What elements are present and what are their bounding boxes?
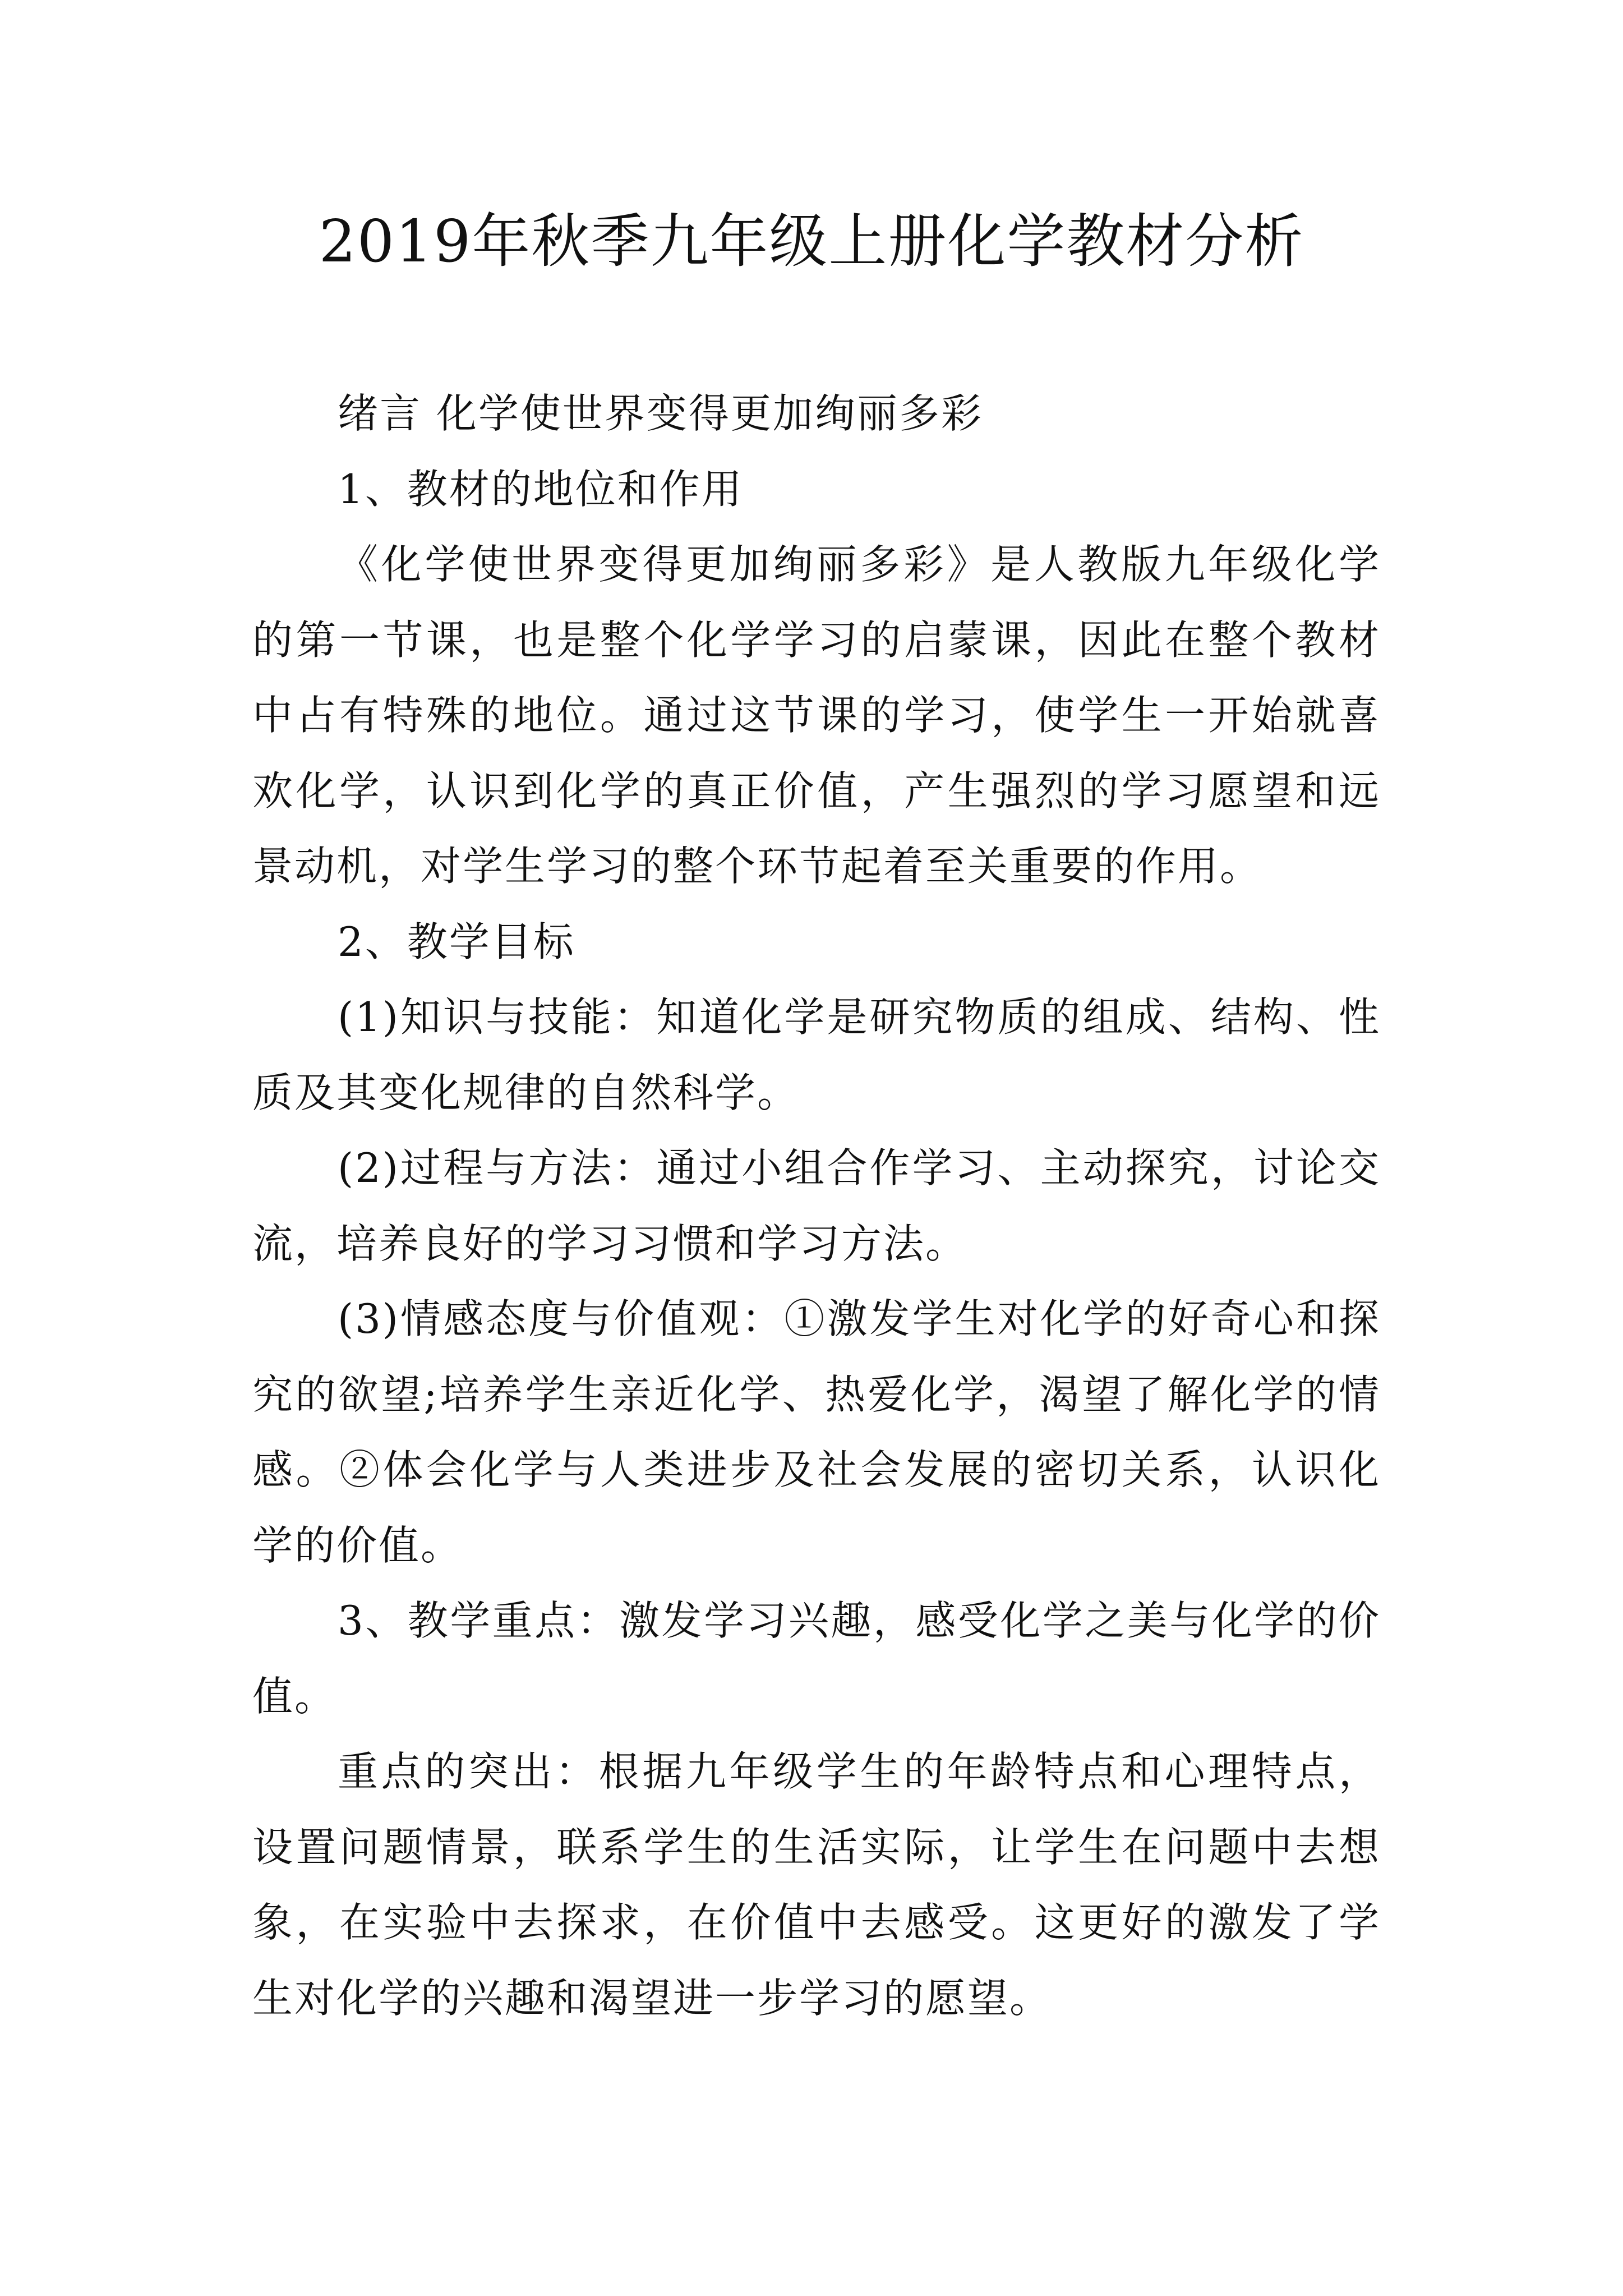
document-body [252,376,1381,2036]
section-heading-1: 1、教材的地位和作用 [338,465,744,513]
paragraph-emphasis: 重点的突出：根据九年级学生的年龄特点和心理特点，设置问题情景，联系学生的生活实际，让学生在问题中去想象，在实验中去探求，在价值中去感受。这更好的激发了学生对化学的兴趣和渴望进一步学习的愿望。 [252,1748,1381,2022]
document-title: 2019年秋季九年级上册化学教材分析 [319,207,1304,275]
section-heading-2: 2、教学目标 [338,918,575,965]
paragraph-goal-knowledge: (1)知识与技能：知道化学是研究物质的组成、结构、性质及其变化规律的自然科学。 [252,993,1381,1116]
paragraph-goal-process: (2)过程与方法：通过小组合作学习、主动探究，讨论交流，培养良好的学习习惯和学习方法。 [252,1144,1381,1267]
paragraph-goal-attitude: (3)情感态度与价值观：①激发学生对化学的好奇心和探究的欲望;培养学生亲近化学、热爱化学，渴望了解化学的情感。②体会化学与人类进步及社会发展的密切关系，认识化学的价值。 [252,1295,1381,1569]
section-heading-3: 3、教学重点：激发学习兴趣，感受化学之美与化学的价值。 [252,1597,1381,1720]
paragraph-role: 《化学使世界变得更加绚丽多彩》是人教版九年级化学的第一节课，也是整个化学学习的启蒙课，因此在整个教材中占有特殊的地位。通过这节课的学习，使学生一开始就喜欢化学，认识到化学的真正价值，产生强烈的学习愿望和远景动机，对学生学习的整个环节起着至关重要的作用。 [252,541,1381,890]
section-heading-intro: 绪言 化学使世界变得更加绚丽多彩 [338,390,983,437]
